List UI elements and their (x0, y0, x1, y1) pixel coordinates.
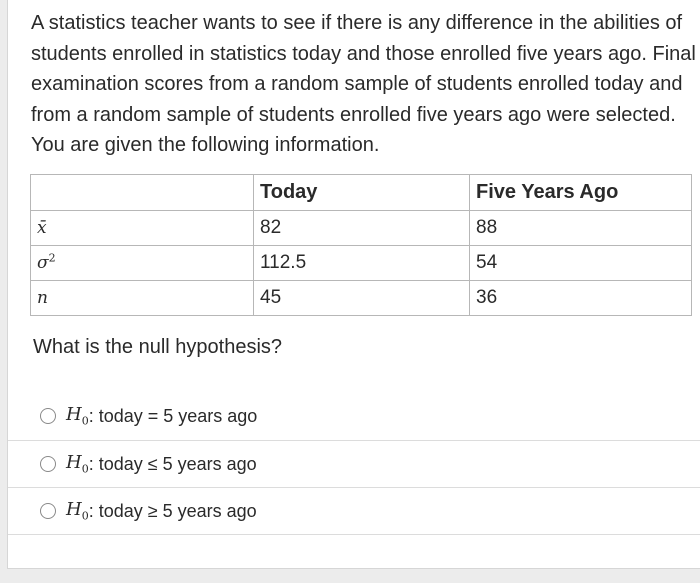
symbol-superscript: 2 (48, 251, 56, 265)
cell-today-variance: 112.5 (254, 246, 470, 281)
table-header-row (31, 175, 692, 211)
cell-today-mean: 82 (254, 211, 470, 246)
symbol-x-bar: x̄ (37, 218, 47, 238)
h0-symbol: $H_0$ (66, 404, 89, 428)
option-label: : today ≥ 5 years ago (88, 500, 257, 521)
h0-symbol: $H_0$ (66, 452, 89, 476)
table-row (31, 246, 692, 281)
row-symbol-variance (31, 246, 254, 281)
info-table (30, 174, 692, 316)
table-header-today: Today (254, 175, 470, 211)
option-label: : today = 5 years ago (88, 405, 258, 426)
table-header-empty (31, 175, 254, 211)
cell-five-years-n: 36 (470, 281, 692, 316)
answer-option-greater-equal[interactable] (8, 488, 700, 535)
option-label: : today ≤ 5 years ago (88, 453, 257, 474)
prompt-text: What is the null hypothesis? (33, 336, 283, 358)
symbol-sigma: $\sigma^2$ (37, 251, 56, 274)
table-row (31, 281, 692, 316)
table-header-five-years-ago: Five Years Ago (470, 175, 692, 211)
symbol-n: n (37, 288, 48, 308)
answer-option-equal[interactable] (8, 392, 700, 441)
radio-button[interactable] (40, 408, 56, 424)
cell-today-n: 45 (254, 281, 470, 316)
table-row (31, 211, 692, 246)
question-page (7, 0, 700, 569)
row-symbol-mean (31, 211, 254, 246)
cell-five-years-variance: 54 (470, 246, 692, 281)
h0-symbol: $H_0$ (66, 499, 89, 523)
row-symbol-n (31, 281, 254, 316)
radio-button[interactable] (40, 456, 56, 472)
radio-button[interactable] (40, 503, 56, 519)
answer-option-less-equal[interactable] (8, 441, 700, 488)
cell-five-years-mean: 88 (470, 211, 692, 246)
question-text: A statistics teacher wants to see if there is any difference in the abilities of students enrolled in statistics today and those enrolled five years ago. Final examination scores from a random sample of students enrolled today and from a random sample of students enrolled five years ago were selected. You are given the following information. (31, 12, 696, 156)
answer-options (8, 392, 700, 535)
